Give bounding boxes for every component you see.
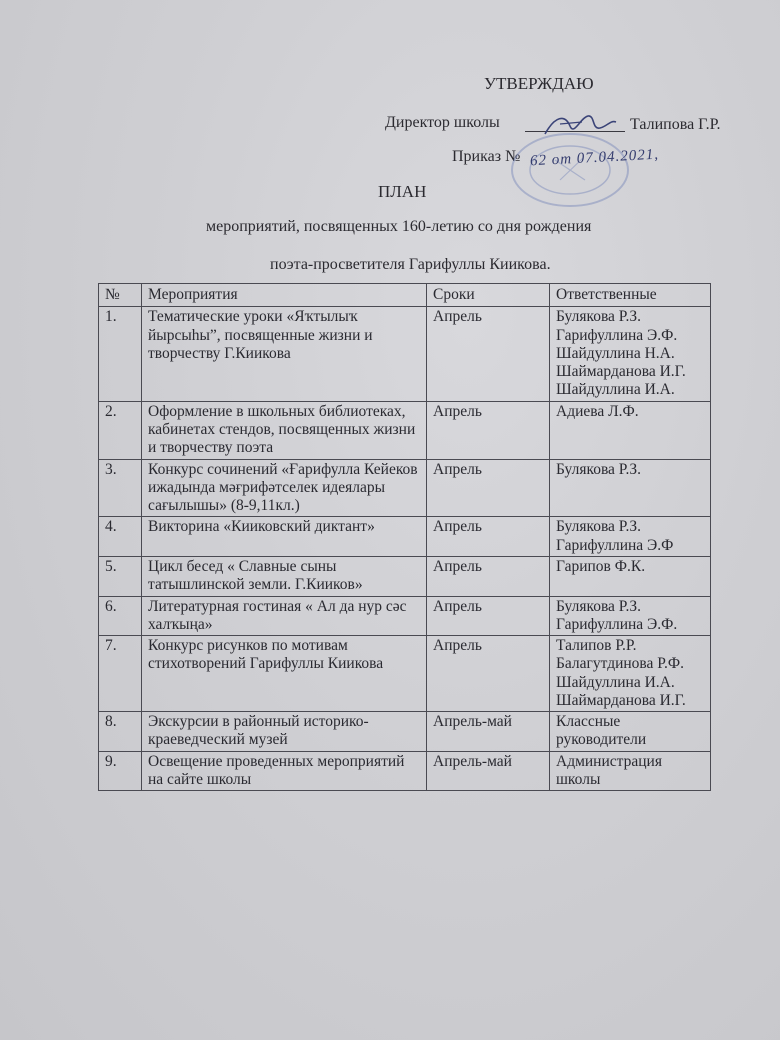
table-header-row: [99, 284, 711, 307]
row-event: Литературная гостиная « Ал да нур сәс халҡыңа»: [142, 596, 427, 636]
responsible-person: Администрация школы: [556, 752, 662, 789]
events-table: [98, 283, 711, 791]
table-row: [99, 556, 711, 596]
responsible-person: Гарифуллина Э.Ф.: [556, 326, 678, 344]
responsible-person: Балагутдинова Р.Ф.: [556, 655, 684, 673]
table-row: [99, 596, 711, 636]
header-number: №: [99, 284, 142, 307]
responsible-person: Шайдуллина Н.А.: [556, 344, 675, 362]
responsible-person: Адиева Л.Ф.: [556, 402, 639, 420]
responsible-person: Шаймарданова И.Г.: [556, 363, 686, 381]
table-row: [99, 307, 711, 401]
row-responsible: [550, 556, 711, 596]
approve-heading: УТВЕРЖДАЮ: [484, 74, 594, 93]
row-term: Апрель: [427, 517, 550, 557]
row-responsible: [550, 636, 711, 712]
row-responsible: [550, 596, 711, 636]
row-term: Апрель: [427, 459, 550, 517]
row-responsible: [550, 712, 711, 752]
table-row: [99, 751, 711, 791]
row-event: Конкурс рисунков по мотивам стихотворений Гарифуллы Киикова: [142, 636, 427, 712]
row-number: 8.: [99, 712, 142, 752]
header-events: Мероприятия: [142, 284, 427, 307]
plan-title: ПЛАН: [378, 182, 427, 201]
row-term: Апрель: [427, 307, 550, 401]
responsible-person: Классные руководители: [556, 713, 647, 749]
table-row: [99, 401, 711, 459]
row-term: Апрель: [427, 636, 550, 712]
table-row: [99, 636, 711, 712]
order-number-handwritten: 62 от 07.04.2021,: [529, 146, 660, 170]
responsible-person: Булякова Р.З.: [556, 460, 642, 478]
responsible-person: Булякова Р.З.: [556, 308, 642, 326]
row-number: 7.: [99, 636, 142, 712]
row-term: Апрель: [427, 556, 550, 596]
responsible-person: Гарифуллина Э.Ф: [556, 536, 674, 554]
responsible-person: Булякова Р.З.: [556, 518, 642, 536]
row-responsible: [550, 307, 711, 401]
responsible-person: Шаймарданова И.Г.: [556, 691, 686, 709]
row-term: Апрель-май: [427, 751, 550, 791]
responsible-person: Гарифуллина Э.Ф.: [556, 615, 678, 633]
row-responsible: [550, 751, 711, 791]
plan-subtitle-line1: мероприятий, посвященных 160-летию со дня рождения: [206, 218, 592, 235]
table-row: [99, 712, 711, 752]
table-row: [99, 517, 711, 557]
responsible-person: Шайдуллина И.А.: [556, 381, 675, 399]
row-term: Апрель-май: [427, 712, 550, 752]
row-number: 4.: [99, 517, 142, 557]
row-event: Экскурсии в районный историко-краеведческий музей: [142, 712, 427, 752]
row-event: Оформление в школьных библиотеках, кабинетах стендов, посвященных жизни и творчеству поэта: [142, 401, 427, 459]
responsible-person: Булякова Р.З.: [556, 597, 642, 615]
row-event: Викторина «Кииковский диктант»: [142, 517, 427, 557]
row-number: 1.: [99, 307, 142, 401]
row-number: 2.: [99, 401, 142, 459]
school-stamp: [505, 130, 635, 210]
row-responsible: [550, 459, 711, 517]
table-row: [99, 459, 711, 517]
director-name: Талипова Г.Р.: [630, 116, 721, 133]
row-responsible: [550, 401, 711, 459]
header-terms: Сроки: [427, 284, 550, 307]
responsible-person: Талипов Р.Р.: [556, 637, 637, 655]
responsible-person: Шайдуллина И.А.: [556, 673, 675, 691]
header-responsible: Ответственные: [550, 284, 711, 307]
row-event: Конкурс сочинений «Ғарифулла Кейеков ижадында мәғрифәтселек идеялары сағылышы» (8-9,11кл.): [142, 459, 427, 517]
row-number: 3.: [99, 459, 142, 517]
director-label: Директор школы: [385, 114, 500, 131]
row-term: Апрель: [427, 596, 550, 636]
row-event: Освещение проведенных мероприятий на сайте школы: [142, 751, 427, 791]
row-number: 6.: [99, 596, 142, 636]
row-event: Цикл бесед « Славные сыны татышлинской земли. Г.Кииков»: [142, 556, 427, 596]
row-responsible: [550, 517, 711, 557]
table-body: [99, 307, 711, 791]
row-event: Тематические уроки «Яҡтылыҡ йырсыһы”, посвященные жизни и творчеству Г.Киикова: [142, 307, 427, 401]
row-number: 9.: [99, 751, 142, 791]
order-label: Приказ №: [452, 148, 521, 165]
responsible-person: Гарипов Ф.К.: [556, 557, 646, 575]
plan-subtitle-line2: поэта-просветителя Гарифуллы Киикова.: [270, 256, 551, 273]
row-term: Апрель: [427, 401, 550, 459]
row-number: 5.: [99, 556, 142, 596]
